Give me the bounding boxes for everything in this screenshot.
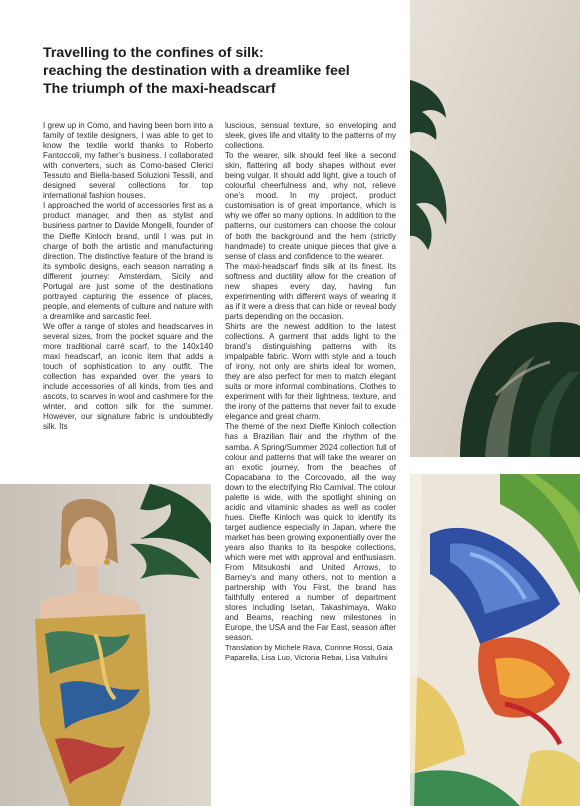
scarf-pattern-detail-photo xyxy=(410,474,580,806)
model-wearing-scarf-photo xyxy=(0,484,211,806)
article-title xyxy=(43,44,403,98)
paragraph: The maxi-headscarf finds silk at its finest. Its softness and ductility allow for the creation of new shapes every day, having fun experimenting with different ways of wearing it as if it were a dress that can hide or reveal body parts depending on the occasion. xyxy=(225,261,396,321)
text-column-right xyxy=(225,121,396,663)
paragraph: The theme of the next Dieffe Kinloch collection has a Brazilian flair and the rhythm of the samba. A Spring/Summer 2024 collection full of colour and patterns that will take the wearer on an exotic journey, from the beaches of Copacabana to the Corcovado, all the way down to the electrifying Rio Carnival. The colour palette is wide, with the spotlight shining on acidic and vitaminic shades as well as cooler hues. Dieffe Kinloch was quick to identify its target audience especially in Japan, where the market has been growing exponentially over the years also thanks to its bespoke collections, which were met with approval and enthusiasm. From Mitsukoshi and United Arrows, to Barney’s and many others, not to mention a partnership with You First, the brand has faithfully entered a number of department stores including Isetan, Takashimaya, Wako and Beams, reaching new milestones in Europe, the USA and the Far East, season after season. xyxy=(225,422,396,643)
translation-credit: Translation by Michele Rava, Corinne Rossi, Gaia Paparella, Lisa Luo, Victoria Rebai, Lisa Valtulini xyxy=(225,643,393,663)
paragraph: luscious, sensual texture, so enveloping and sleek, gives life and vitality to the patterns of my collections. xyxy=(225,121,396,151)
title-line-3: The triumph of the maxi-headscarf xyxy=(43,81,276,97)
paragraph: I grew up in Como, and having been born into a family of textile designers, I was able to get to know the textile world thanks to Roberto Fantoccoli, my father’s business. I collaborated with converters, such as Como-based Clerici Tessuto and Biella-based Soluzioni Tessili, and designed several collections for top international fashion houses. xyxy=(43,121,213,201)
paragraph: Shirts are the newest addition to the latest collections. A garment that adds light to the brand’s distinguishing patterns with its impalpable fabric. Worn with style and a touch of irony, not only are shirts ideal for women, they are also perfect for men to match elegant suits or more informal combinations. Clothes to experiment with for their lightness, texture, and the irony of the patterns that never fail to exude elegance and great charm. xyxy=(225,321,396,422)
paragraph: We offer a range of stoles and headscarves in several sizes, from the pocket square and the more traditional carré scarf, to the 140x140 maxi headscarf, an iconic item that adds a touch of sophistication to any outfit. The collection has expanded over the years to include accessories of all kinds, from ties and ascots, to scarves in wool and cashmere for the winter, and cotton silk for the summer. However, our signature fabric is undoubtedly silk. Its xyxy=(43,321,213,432)
paragraph: I approached the world of accessories first as a product manager, and then as stylist and business partner to Davide Mongelli, founder of the Dieffe Kinloch brand, until I was put in charge of both the artistic and manufacturing direction. The distinctive feature of the brand is its symbolic designs, each season narrating a different journey: Amsterdam, Sicily and Portugal are just some of the destinations portrayed capturing the essence of places, people, and elements of culture and nature with a dreamlike and sarcastic feel. xyxy=(43,201,213,321)
paragraph: To the wearer, silk should feel like a second skin, flattering all body shapes without ever being vulgar. It should add light, give a touch of colourful cheerfulness and, why not, relieve one’s mood. In my project, product customisation is of great importance, which is why we offer so many options. In addition to the patterns, our customers can choose the colour of both the background and the hem (strictly handmade) to create unique pieces that give a sense of class and confidence to the wearer. xyxy=(225,151,396,261)
title-line-2: reaching the destination with a dreamlike feel xyxy=(43,63,350,79)
monstera-leaf-photo xyxy=(410,0,580,457)
text-column-left xyxy=(43,121,213,432)
title-line-1: Travelling to the confines of silk: xyxy=(43,45,264,61)
